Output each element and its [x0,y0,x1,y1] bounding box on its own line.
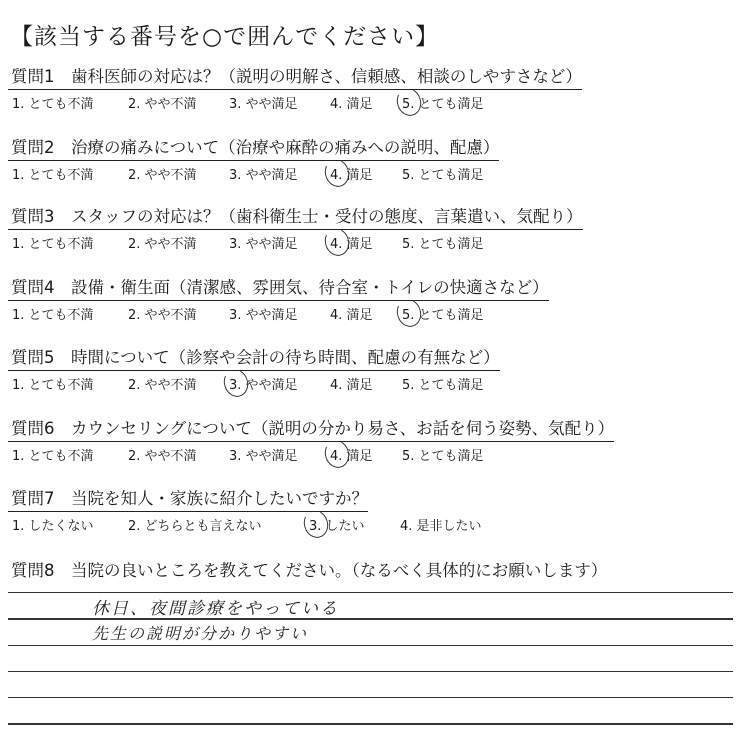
question-4-options [12,304,732,322]
q2-option-1[interactable]: 1. とても不満 [12,168,94,183]
question-3 [8,206,733,252]
q6-option-1[interactable]: 1. とても不満 [12,449,94,464]
question-8-label: 質問8 当院の良いところを教えてください。（なるべく具体的にお願いします） [11,561,608,580]
q3-option-4-circled[interactable]: 4. 満足 [330,233,373,252]
q7-option-4[interactable]: 4. 是非したい [400,519,482,534]
question-1-options [12,93,732,111]
q7-option-3-circled[interactable]: 3. したい [309,515,365,534]
answer-line [8,697,733,698]
q2-option-3[interactable]: 3. やや満足 [229,168,298,183]
q5-option-2[interactable]: 2. やや不満 [128,378,197,393]
question-6-options [12,445,732,463]
q3-option-3[interactable]: 3. やや満足 [229,237,298,252]
q5-option-5[interactable]: 5. とても満足 [402,378,484,393]
question-6 [8,418,733,464]
q6-option-3[interactable]: 3. やや満足 [229,449,298,464]
q5-option-3-circled[interactable]: 3. やや満足 [229,374,298,393]
q6-option-2[interactable]: 2. やや不満 [128,449,197,464]
q1-option-2[interactable]: 2. やや不満 [128,97,197,112]
question-6-label: 質問6 カウンセリングについて（説明の分かり易さ、お話を伺う姿勢、気配り） [8,418,614,442]
q1-option-3[interactable]: 3. やや満足 [229,97,298,112]
q1-option-5-circled[interactable]: 5. とても満足 [402,93,484,112]
q3-option-2[interactable]: 2. やや不満 [128,237,197,252]
q4-option-4[interactable]: 4. 満足 [330,308,373,323]
q3-option-1[interactable]: 1. とても不満 [12,237,94,252]
question-1-label: 質問1 歯科医師の対応は？（説明の明解さ、信頼感、相談のしやすさなど） [8,66,582,90]
q5-option-4[interactable]: 4. 満足 [330,378,373,393]
q7-option-2[interactable]: 2. どちらとも言えない [128,519,262,534]
question-5-label: 質問5 時間について（診察や会計の待ち時間、配慮の有無など） [8,347,500,371]
answer-line [8,723,733,724]
question-2-label: 質問2 治療の痛みについて（治療や麻酔の痛みへの説明、配慮） [8,137,499,161]
page-title: 【該当する番号を○で囲んでください】 [10,24,440,50]
question-4-label: 質問4 設備・衛生面（清潔感、雰囲気、待合室・トイレの快適さなど） [8,277,549,301]
q4-option-3[interactable]: 3. やや満足 [229,308,298,323]
question-7-label: 質問7 当院を知人・家族に紹介したいですか？ [8,488,368,512]
q2-option-4-circled[interactable]: 4. 満足 [330,164,373,183]
q1-option-4[interactable]: 4. 満足 [330,97,373,112]
question-3-options [12,233,732,251]
q3-option-5[interactable]: 5. とても満足 [402,237,484,252]
question-5 [8,347,733,393]
question-4 [8,277,733,323]
question-3-label: 質問3 スタッフの対応は？（歯科衛生士・受付の態度、言葉遣い、気配り） [8,206,583,230]
answer-line [8,671,733,672]
q5-option-1[interactable]: 1. とても不満 [12,378,94,393]
question-5-options [12,374,732,392]
q4-option-5-circled[interactable]: 5. とても満足 [402,304,484,323]
question-1 [8,66,733,112]
handwritten-answer-line-2: 先生の説明が分かりやすい [92,624,309,643]
q6-option-4-circled[interactable]: 4. 満足 [330,445,373,464]
q2-option-5[interactable]: 5. とても満足 [402,168,484,183]
question-2-options [12,164,732,182]
q7-option-1[interactable]: 1. したくない [12,519,94,534]
handwritten-answer-line-1: 休日、夜間診療をやっている [92,599,339,619]
q1-option-1[interactable]: 1. とても不満 [12,97,94,112]
answer-line [8,645,733,646]
question-7 [8,488,733,534]
q4-option-1[interactable]: 1. とても不満 [12,308,94,323]
question-8 [8,560,733,582]
q2-option-2[interactable]: 2. やや不満 [128,168,197,183]
question-7-options [12,515,732,533]
q4-option-2[interactable]: 2. やや不満 [128,308,197,323]
question-2 [8,137,733,183]
q6-option-5[interactable]: 5. とても満足 [402,449,484,464]
